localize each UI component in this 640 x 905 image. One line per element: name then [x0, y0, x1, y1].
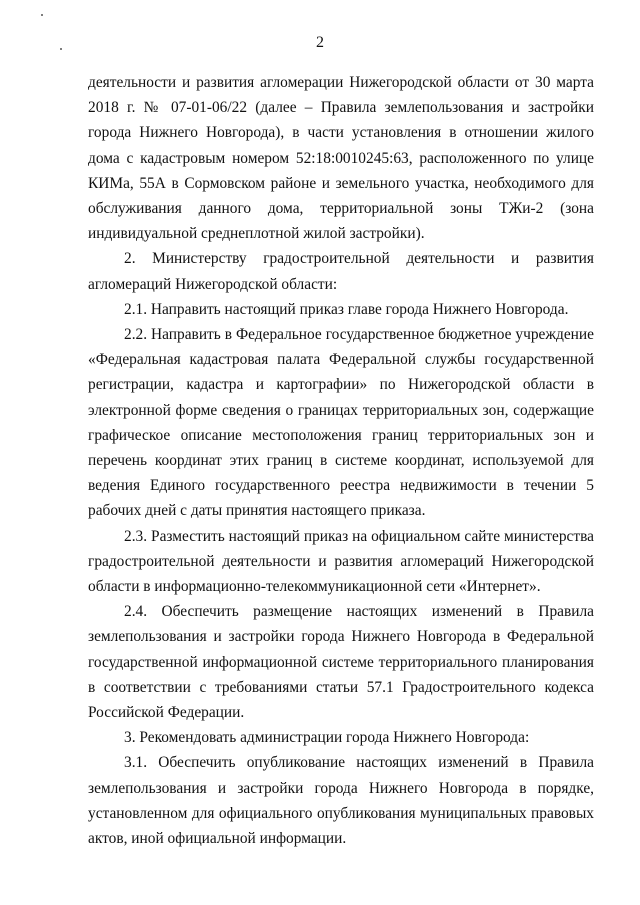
paragraph-item-2-2: 2.2. Направить в Федеральное государственное бюджетное учреждение «Федеральная кадастровая палата Федеральной службы государственной регистрации, кадастра и картографии» по Нижегородской области в электронной форме сведения о границах территориальных зон, содержащие графическое описание местоположения границ территориальных зон и перечень координат этих границ в системе координат, используемой для ведения Единого государственного реестра недвижимости в течении 5 рабочих дней с даты принятия настоящего приказа.	[88, 326, 594, 520]
paragraph-item-2-1: 2.1. Направить настоящий приказ главе города Нижнего Новгорода.	[124, 300, 569, 318]
scan-speck	[41, 14, 43, 16]
paragraph-item-2: 2. Министерству градостроительной деятельности и развития агломераций Нижегородской области:	[88, 250, 594, 293]
paragraph-item-2-3: 2.3. Разместить настоящий приказ на официальном сайте министерства градостроительной деятельности и развития агломераций Нижегородской области в информационно-телекоммуникационной сети «Интернет».	[88, 527, 594, 596]
paragraph-continuation: деятельности и развития агломерации Нижегородской области от 30 марта 2018 г. № 07-01-06/22 (далее – Правила землепользования и застройки города Нижнего Новгорода), в части установления в отношении жилого дома с кадастровым номером 52:18:0010245:63, расположенного по улице КИМа, 55А в Сормовском районе и земельного участка, необходимого для обслуживания данного дома, территориальной зоны ТЖи-2 (зона индивидуальной среднеплотной жилой застройки).	[88, 74, 594, 243]
paragraph-item-3: 3. Рекомендовать администрации города Нижнего Новгорода:	[124, 729, 530, 747]
paragraph-item-3-1: 3.1. Обеспечить опубликование настоящих изменений в Правила землепользования и застройки города Нижнего Новгорода в порядке, установленном для официального опубликования муниципальных правовых актов, иной официальной информации.	[88, 754, 594, 848]
document-body	[88, 70, 594, 851]
paragraph-item-2-4: 2.4. Обеспечить размещение настоящих изменений в Правила землепользования и застройки города Нижнего Новгорода в Федеральной государственной информационной системе территориального планирования в соответствии с требованиями статьи 57.1 Градостроительного кодекса Российской Федерации.	[88, 603, 594, 722]
page-number: 2	[316, 34, 324, 51]
